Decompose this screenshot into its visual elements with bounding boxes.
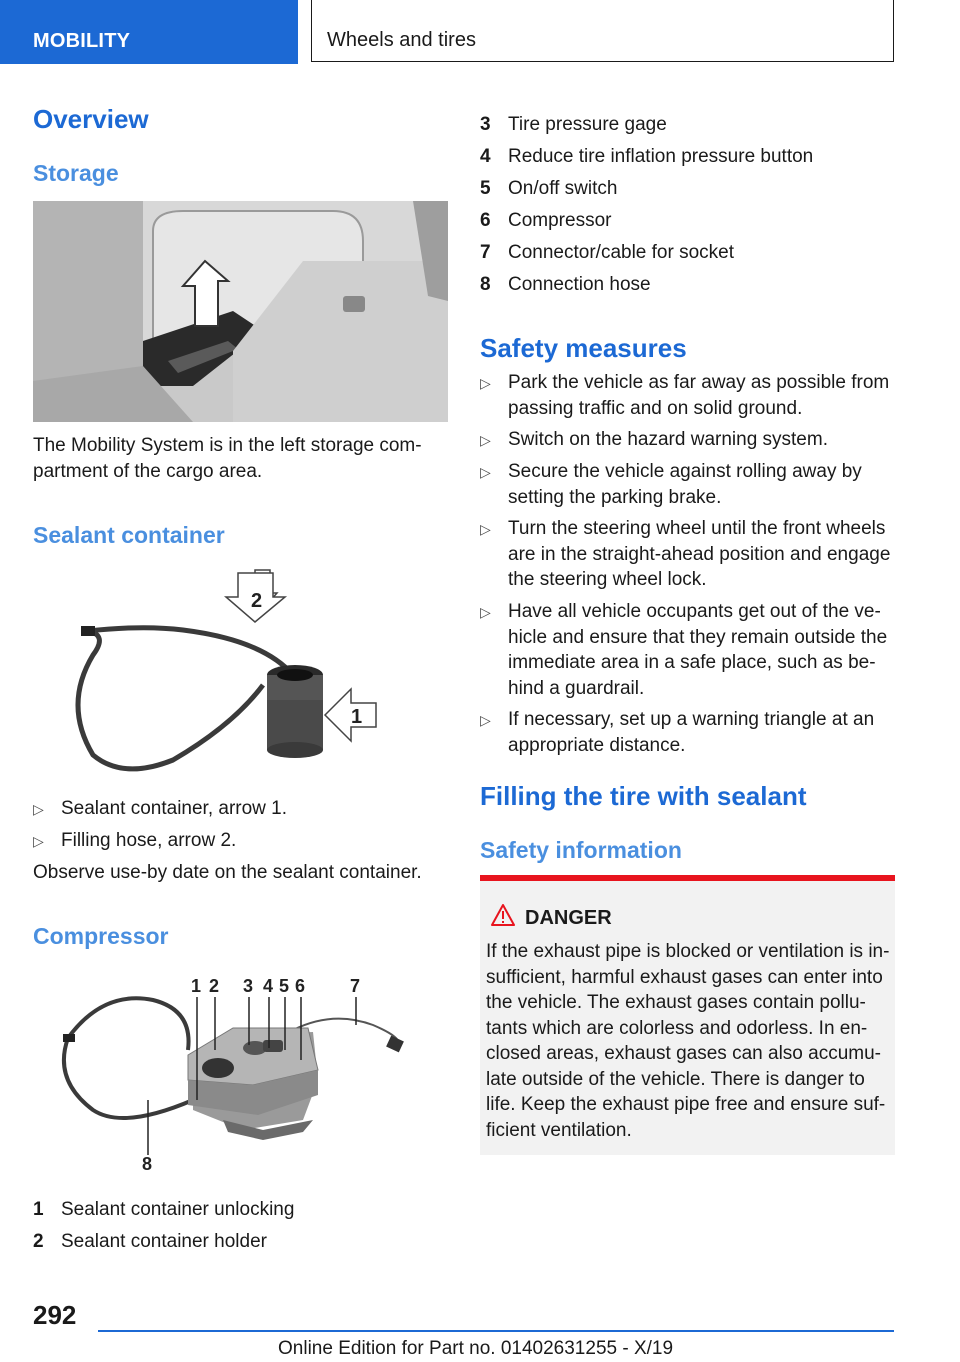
danger-label: DANGER — [525, 907, 612, 929]
part-label: Compressor — [508, 210, 612, 231]
danger-line: the vehicle. The exhaust gases contain pollu- — [486, 992, 866, 1013]
sealant-fig-label-1: 1 — [351, 706, 363, 728]
part-number: 2 — [33, 1231, 44, 1252]
compressor-fig-label-6: 6 — [295, 976, 306, 996]
safety-item-line: setting the parking brake. — [508, 486, 722, 508]
safety-item-line: Have all vehicle occupants get out of the ve- — [508, 601, 881, 622]
part-number: 4 — [480, 146, 491, 167]
part-number: 1 — [33, 1199, 44, 1220]
footer-edition: Online Edition for Part no. 01402631255 - X/19 — [278, 1338, 674, 1359]
safety-item-line: Turn the steering wheel until the front wheels — [508, 518, 886, 539]
compressor-fig-label-4: 4 — [263, 976, 274, 996]
bullet-triangle-icon: ▷ — [480, 464, 491, 480]
header-chapter-label: Wheels and tires — [327, 29, 476, 51]
storage-photo — [33, 201, 448, 422]
sealant-note: Observe use-by date on the sealant container. — [33, 862, 422, 883]
bullet-triangle-icon: ▷ — [480, 604, 491, 620]
part-number: 8 — [480, 274, 491, 295]
part-label: On/off switch — [508, 178, 618, 199]
bullet-triangle-icon: ▷ — [480, 712, 491, 728]
overview-heading: Overview — [33, 104, 149, 134]
part-label: Sealant container unlocking — [61, 1199, 295, 1220]
sealant-heading: Sealant container — [33, 522, 225, 548]
safety-measures-heading: Safety measures — [480, 333, 687, 363]
part-label: Reduce tire inflation pressure button — [508, 146, 814, 167]
safety-information-heading: Safety information — [480, 837, 682, 863]
danger-text — [486, 939, 891, 1143]
danger-line: ficient ventilation. — [486, 1119, 632, 1141]
storage-heading: Storage — [33, 160, 119, 186]
bullet-triangle-icon: ▷ — [33, 833, 44, 849]
part-label: Connector/cable for socket — [508, 242, 735, 263]
filling-heading: Filling the tire with sealant — [480, 781, 807, 811]
danger-warning-box — [480, 875, 895, 1155]
compressor-fig-label-3: 3 — [243, 976, 254, 996]
sealant-fig-label-2: 2 — [251, 590, 263, 612]
safety-item-line: Switch on the hazard warning system. — [508, 429, 828, 450]
danger-line: late outside of the vehicle. There is danger to — [486, 1068, 865, 1090]
footer-divider — [98, 1330, 894, 1332]
compressor-illustration — [33, 970, 448, 1180]
danger-line: tants which are colorless and odorless. In en- — [486, 1017, 868, 1039]
danger-line: life. Keep the exhaust pipe free and ensure suf- — [486, 1094, 886, 1115]
safety-item-line: hicle and ensure that they remain outside the — [508, 626, 888, 648]
compressor-fig-label-2: 2 — [209, 976, 220, 996]
sealant-bullet-2-text: Filling hose, arrow 2. — [61, 830, 237, 851]
safety-item-line: hind a guardrail. — [508, 677, 645, 699]
safety-item-line: Secure the vehicle against rolling away by — [508, 461, 862, 482]
bullet-triangle-icon: ▷ — [480, 521, 491, 537]
bullet-triangle-icon: ▷ — [480, 375, 491, 391]
part-label: Connection hose — [508, 274, 651, 295]
warning-triangle-icon — [490, 903, 516, 927]
compressor-fig-label-1: 1 — [191, 976, 202, 996]
safety-item-line: Park the vehicle as far away as possible from — [508, 372, 890, 393]
part-number: 7 — [480, 242, 491, 263]
storage-paragraph — [33, 433, 453, 484]
header-section-label: MOBILITY — [33, 30, 131, 52]
part-number: 3 — [480, 114, 491, 135]
safety-item-line: If necessary, set up a warning triangle at an — [508, 709, 875, 730]
part-number: 5 — [480, 178, 491, 199]
header-chapter-box — [311, 0, 894, 62]
safety-item-line: immediate area in a safe place, such as be- — [508, 652, 876, 673]
part-label: Sealant container holder — [61, 1231, 267, 1252]
danger-line: If the exhaust pipe is blocked or ventilation is in- — [486, 941, 890, 962]
safety-item-line: passing traffic and on solid ground. — [508, 397, 803, 419]
bullet-triangle-icon: ▷ — [480, 432, 491, 448]
sealant-container-illustration — [33, 565, 448, 780]
part-number: 6 — [480, 210, 491, 231]
compressor-fig-label-5: 5 — [279, 976, 290, 996]
bullet-triangle-icon: ▷ — [33, 801, 44, 817]
header-section-tab — [0, 0, 298, 64]
sealant-bullet-1-text: Sealant container, arrow 1. — [61, 798, 288, 819]
compressor-heading: Compressor — [33, 923, 169, 949]
safety-item-line: appropriate distance. — [508, 734, 686, 756]
danger-line: closed areas, exhaust gases can also accumu- — [486, 1043, 881, 1064]
danger-line: sufficient, harmful exhaust gases can enter into — [486, 966, 883, 988]
safety-item-line: the steering wheel lock. — [508, 569, 707, 590]
storage-line-2: partment of the cargo area. — [33, 460, 263, 482]
compressor-fig-label-7: 7 — [350, 976, 361, 996]
safety-item-line: are in the straight-ahead position and engage — [508, 543, 891, 565]
storage-line-1: The Mobility System is in the left storage com- — [33, 435, 422, 456]
part-label: Tire pressure gage — [508, 114, 667, 135]
compressor-fig-label-8: 8 — [142, 1154, 153, 1174]
page-number: 292 — [33, 1300, 77, 1330]
